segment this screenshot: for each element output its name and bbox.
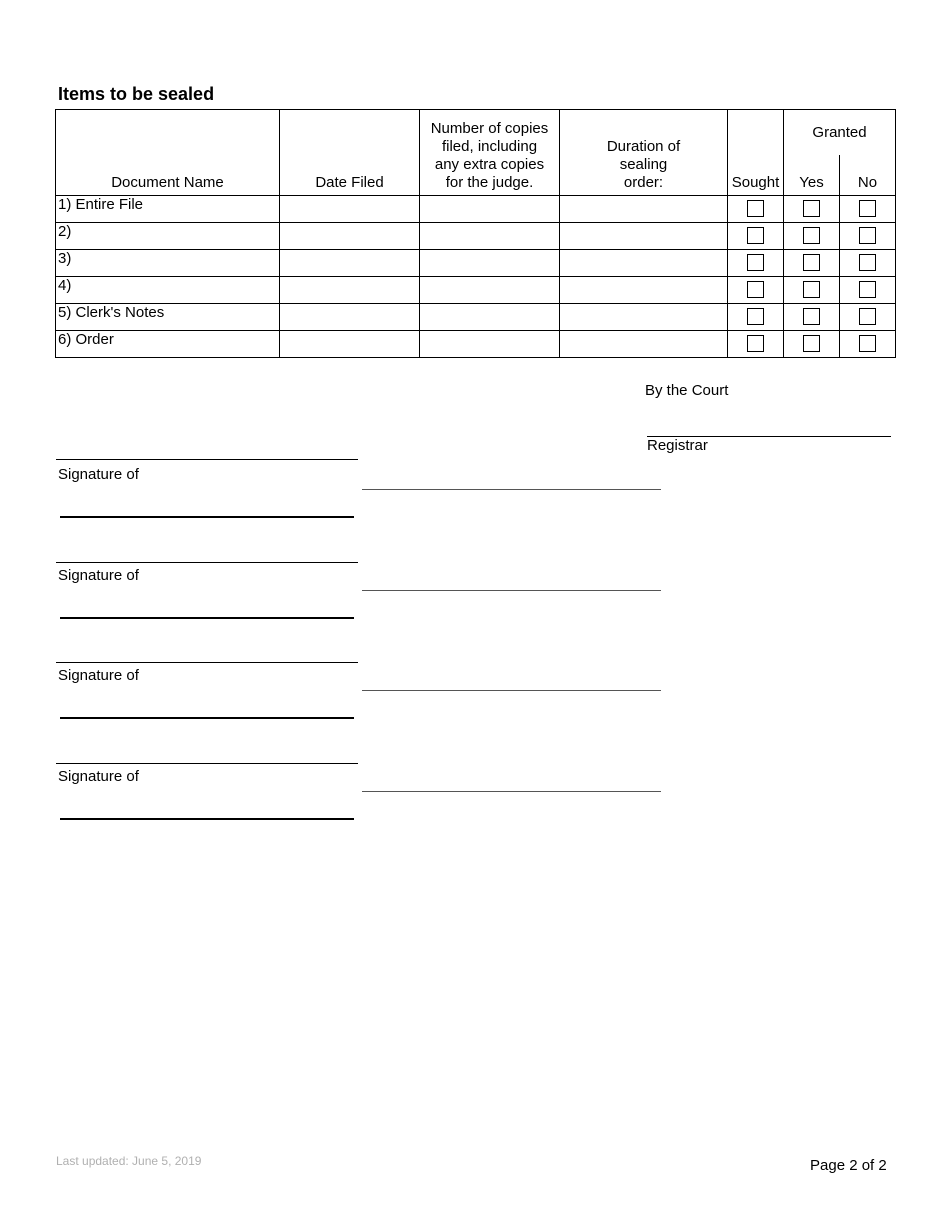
signature-label: Signature of bbox=[58, 567, 139, 584]
document-name-cell: 2) bbox=[56, 222, 280, 249]
granted-yes-checkbox[interactable] bbox=[803, 281, 820, 298]
signature-name-line[interactable] bbox=[362, 590, 661, 591]
copies-cell[interactable] bbox=[420, 276, 560, 303]
header-no: No bbox=[840, 155, 896, 195]
table-row bbox=[56, 276, 896, 303]
by-the-court-label: By the Court bbox=[645, 382, 729, 399]
signature-line[interactable] bbox=[56, 562, 358, 563]
copies-cell[interactable] bbox=[420, 222, 560, 249]
granted-no-checkbox[interactable] bbox=[859, 254, 876, 271]
granted-no-checkbox[interactable] bbox=[859, 335, 876, 352]
duration-cell[interactable] bbox=[560, 249, 728, 276]
header-duration: Duration of sealing order: bbox=[560, 110, 728, 196]
document-name-cell: 4) bbox=[56, 276, 280, 303]
duration-cell[interactable] bbox=[560, 330, 728, 357]
document-name-cell: 3) bbox=[56, 249, 280, 276]
signature-date-line[interactable] bbox=[60, 516, 354, 518]
copies-cell[interactable] bbox=[420, 249, 560, 276]
duration-cell[interactable] bbox=[560, 276, 728, 303]
page-number: Page 2 of 2 bbox=[810, 1157, 887, 1174]
last-updated-note: Last updated: June 5, 2019 bbox=[56, 1154, 202, 1168]
items-table bbox=[55, 109, 896, 358]
sought-checkbox[interactable] bbox=[747, 308, 764, 325]
header-date-filed: Date Filed bbox=[280, 110, 420, 196]
header-document-name: Document Name bbox=[56, 110, 280, 196]
copies-cell[interactable] bbox=[420, 195, 560, 222]
signature-date-line[interactable] bbox=[60, 818, 354, 820]
document-name-cell: 6) Order bbox=[56, 330, 280, 357]
signature-line[interactable] bbox=[56, 763, 358, 764]
table-row bbox=[56, 249, 896, 276]
header-granted: Granted bbox=[784, 110, 896, 156]
granted-yes-checkbox[interactable] bbox=[803, 227, 820, 244]
signature-line[interactable] bbox=[56, 662, 358, 663]
date-filed-cell[interactable] bbox=[280, 195, 420, 222]
signature-name-line[interactable] bbox=[362, 791, 661, 792]
sought-checkbox[interactable] bbox=[747, 200, 764, 217]
duration-cell[interactable] bbox=[560, 195, 728, 222]
section-title: Items to be sealed bbox=[58, 84, 215, 104]
sought-checkbox[interactable] bbox=[747, 335, 764, 352]
copies-cell[interactable] bbox=[420, 330, 560, 357]
duration-cell[interactable] bbox=[560, 303, 728, 330]
signature-label: Signature of bbox=[58, 768, 139, 785]
granted-no-checkbox[interactable] bbox=[859, 227, 876, 244]
table-row bbox=[56, 195, 896, 222]
date-filed-cell[interactable] bbox=[280, 222, 420, 249]
signature-label: Signature of bbox=[58, 667, 139, 684]
duration-cell[interactable] bbox=[560, 222, 728, 249]
header-yes: Yes bbox=[784, 155, 840, 195]
header-sought: Sought bbox=[728, 110, 784, 196]
granted-no-checkbox[interactable] bbox=[859, 200, 876, 217]
date-filed-cell[interactable] bbox=[280, 249, 420, 276]
sought-checkbox[interactable] bbox=[747, 227, 764, 244]
signature-date-line[interactable] bbox=[60, 617, 354, 619]
date-filed-cell[interactable] bbox=[280, 303, 420, 330]
granted-no-checkbox[interactable] bbox=[859, 281, 876, 298]
date-filed-cell[interactable] bbox=[280, 330, 420, 357]
copies-cell[interactable] bbox=[420, 303, 560, 330]
signature-name-line[interactable] bbox=[362, 690, 661, 691]
granted-yes-checkbox[interactable] bbox=[803, 200, 820, 217]
table-row bbox=[56, 330, 896, 357]
signature-line[interactable] bbox=[56, 459, 358, 460]
signature-date-line[interactable] bbox=[60, 717, 354, 719]
signature-label: Signature of bbox=[58, 466, 139, 483]
granted-yes-checkbox[interactable] bbox=[803, 308, 820, 325]
date-filed-cell[interactable] bbox=[280, 276, 420, 303]
granted-yes-checkbox[interactable] bbox=[803, 254, 820, 271]
granted-yes-checkbox[interactable] bbox=[803, 335, 820, 352]
header-copies: Number of copies filed, including any extra copies for the judge. bbox=[420, 110, 560, 196]
table-row bbox=[56, 303, 896, 330]
document-name-cell: 5) Clerk's Notes bbox=[56, 303, 280, 330]
granted-no-checkbox[interactable] bbox=[859, 308, 876, 325]
signature-name-line[interactable] bbox=[362, 489, 661, 490]
table-row bbox=[56, 222, 896, 249]
sought-checkbox[interactable] bbox=[747, 254, 764, 271]
document-name-cell: 1) Entire File bbox=[56, 195, 280, 222]
sought-checkbox[interactable] bbox=[747, 281, 764, 298]
registrar-label: Registrar bbox=[647, 437, 708, 454]
